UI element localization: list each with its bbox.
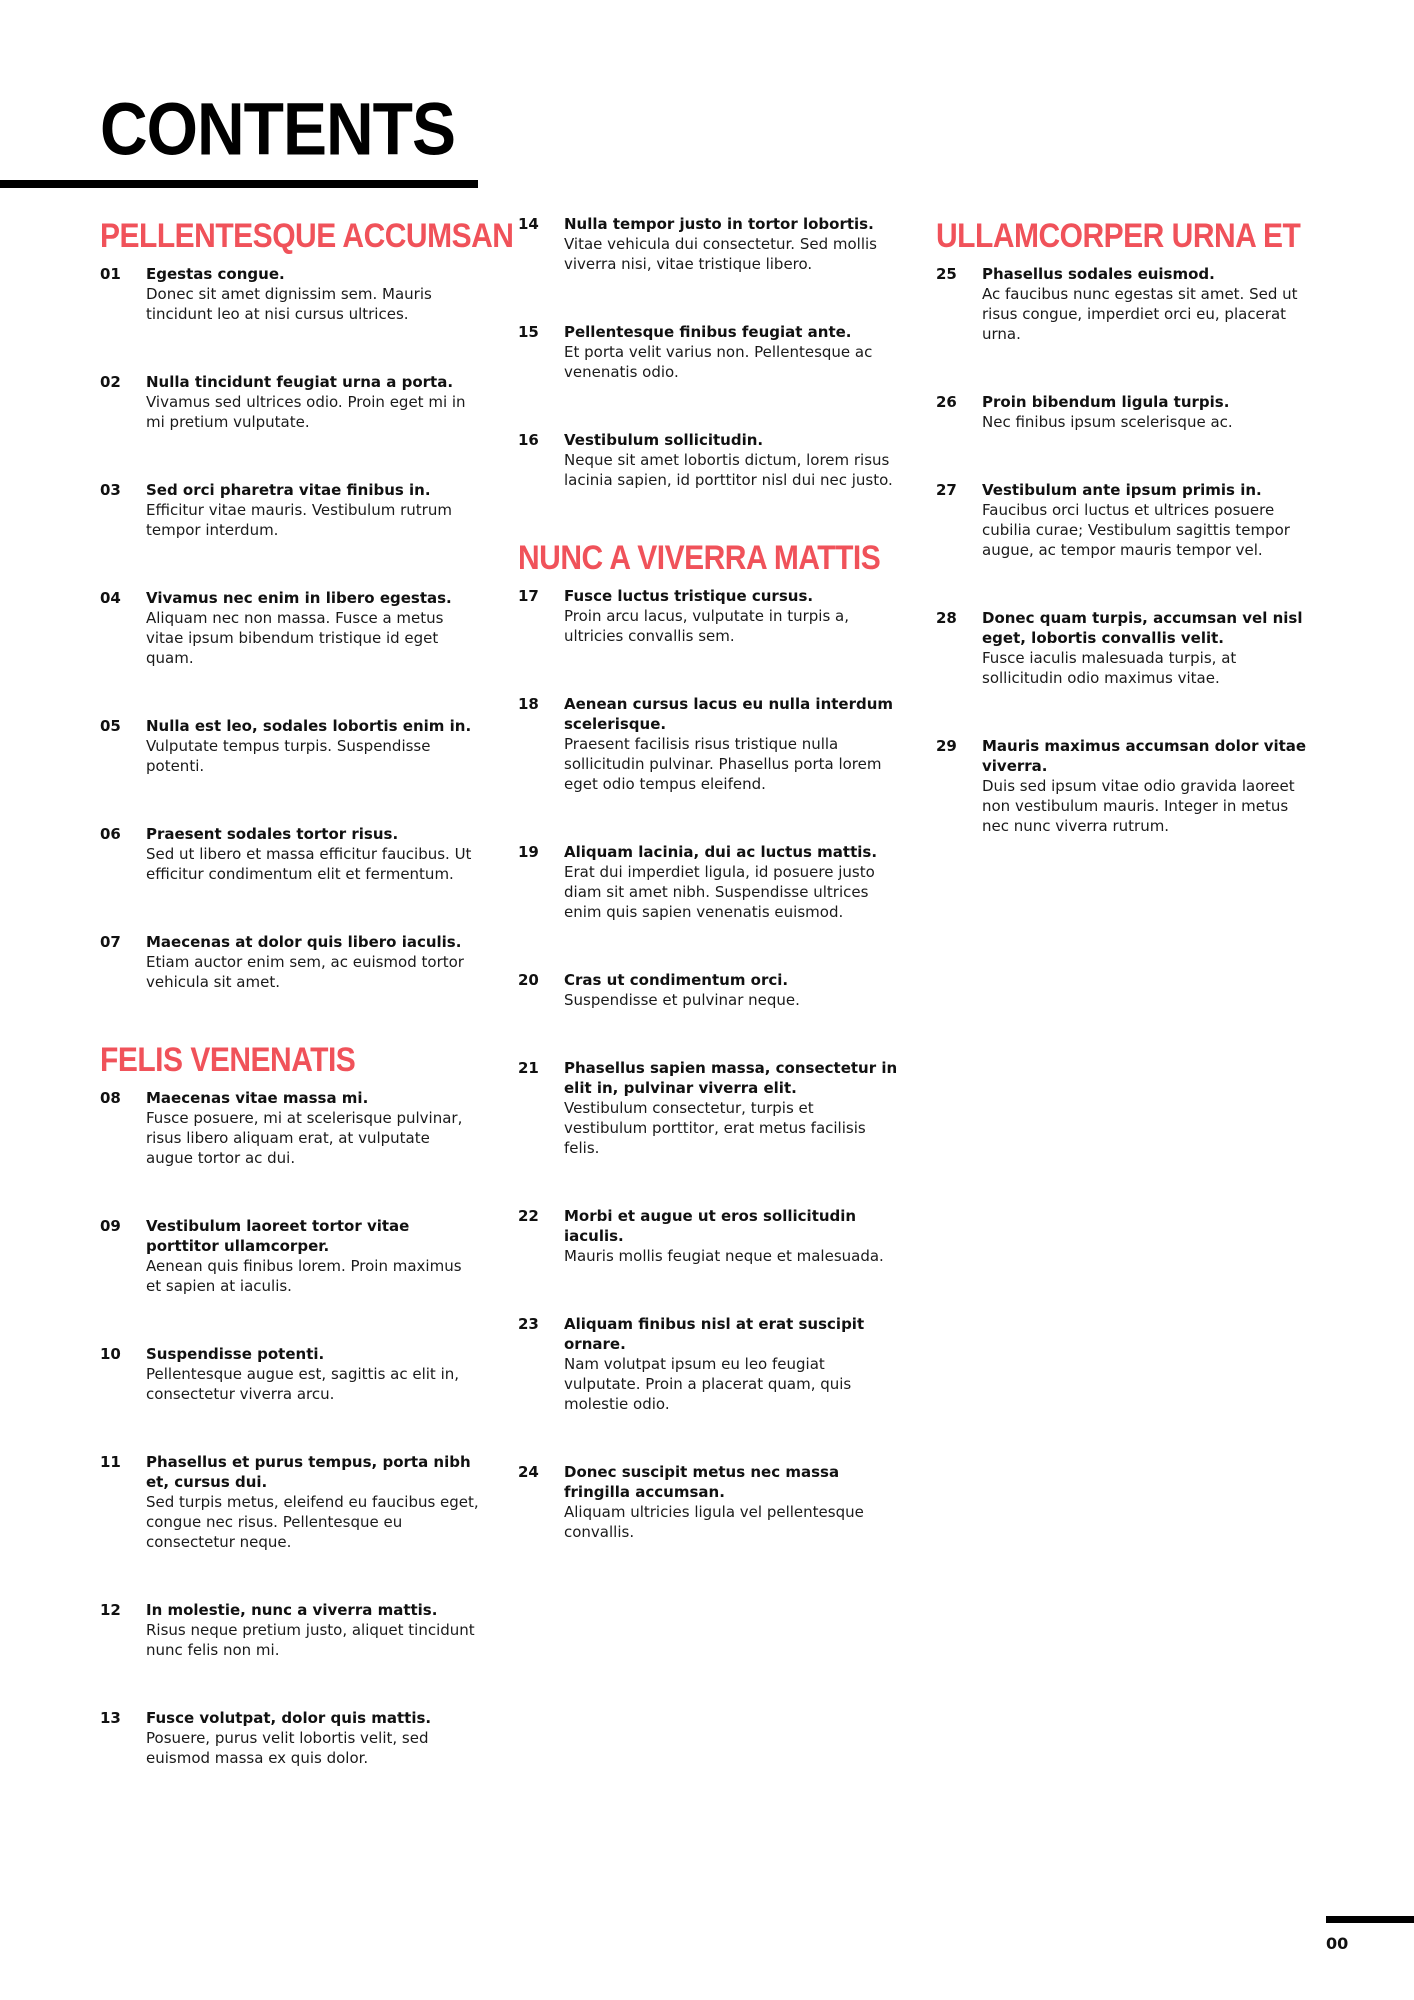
entry-description: Fusce iaculis malesuada turpis, at sollicitudin odio maximus vitae. bbox=[982, 649, 1237, 687]
toc-entry bbox=[100, 1600, 480, 1660]
entry-title: Egestas congue. bbox=[146, 265, 285, 283]
entry-number: 07 bbox=[100, 933, 121, 951]
entry-title: Donec suscipit metus nec massa fringilla accumsan. bbox=[564, 1463, 840, 1501]
toc-column-3 bbox=[936, 216, 1316, 836]
entry-description: Pellentesque augue est, sagittis ac elit in, consectetur viverra arcu. bbox=[146, 1365, 460, 1403]
entry-title: Vestibulum laoreet tortor vitae porttitor ullamcorper. bbox=[146, 1217, 410, 1255]
entry-number: 14 bbox=[518, 215, 539, 233]
entry-number: 27 bbox=[936, 481, 957, 499]
entry-title: Nulla tincidunt feugiat urna a porta. bbox=[146, 373, 454, 391]
toc-entry bbox=[518, 214, 898, 274]
entry-description: Erat dui imperdiet ligula, id posuere justo diam sit amet nibh. Suspendisse ultrices enim quis sapien venenatis euismod. bbox=[564, 863, 875, 921]
toc-entry bbox=[100, 1452, 480, 1552]
entry-number: 03 bbox=[100, 481, 121, 499]
toc-entry bbox=[518, 1314, 898, 1414]
entry-description: Vitae vehicula dui consectetur. Sed mollis viverra nisi, vitae tristique libero. bbox=[564, 235, 877, 273]
entry-title: Proin bibendum ligula turpis. bbox=[982, 393, 1230, 411]
toc-entry bbox=[518, 842, 898, 922]
entry-title: Pellentesque finibus feugiat ante. bbox=[564, 323, 852, 341]
toc-entry bbox=[936, 736, 1316, 836]
entry-number: 26 bbox=[936, 393, 957, 411]
toc-entry bbox=[100, 372, 480, 432]
entry-title: Phasellus sodales euismod. bbox=[982, 265, 1215, 283]
title-rule bbox=[0, 180, 478, 188]
entry-number: 06 bbox=[100, 825, 121, 843]
entry-description: Neque sit amet lobortis dictum, lorem risus lacinia sapien, id porttitor nisl dui nec justo. bbox=[564, 451, 893, 489]
toc-entry bbox=[936, 480, 1316, 560]
entry-title: Phasellus sapien massa, consectetur in elit in, pulvinar viverra elit. bbox=[564, 1059, 898, 1097]
entry-title: Aenean cursus lacus eu nulla interdum scelerisque. bbox=[564, 695, 894, 733]
entry-number: 02 bbox=[100, 373, 121, 391]
entry-number: 24 bbox=[518, 1463, 539, 1481]
entry-title: Suspendisse potenti. bbox=[146, 1345, 325, 1363]
entry-title: Vivamus nec enim in libero egestas. bbox=[146, 589, 452, 607]
toc-entry bbox=[100, 932, 480, 992]
page-number: 00 bbox=[1326, 1934, 1349, 1953]
entry-description: Aliquam ultricies ligula vel pellentesque convallis. bbox=[564, 1503, 864, 1541]
entry-number: 12 bbox=[100, 1601, 121, 1619]
entry-description: Sed ut libero et massa efficitur faucibus. Ut efficitur condimentum elit et fermentum. bbox=[146, 845, 472, 883]
entry-title: Donec quam turpis, accumsan vel nisl eget, lobortis convallis velit. bbox=[982, 609, 1303, 647]
entry-number: 29 bbox=[936, 737, 957, 755]
entry-title: Sed orci pharetra vitae finibus in. bbox=[146, 481, 431, 499]
toc-entry bbox=[936, 392, 1316, 432]
entry-title: Nulla est leo, sodales lobortis enim in. bbox=[146, 717, 472, 735]
entry-description: Duis sed ipsum vitae odio gravida laoreet non vestibulum mauris. Integer in metus nec nunc viverra rutrum. bbox=[982, 777, 1295, 835]
entry-number: 04 bbox=[100, 589, 121, 607]
entry-description: Proin arcu lacus, vulputate in turpis a, ultricies convallis sem. bbox=[564, 607, 850, 645]
entry-description: Praesent facilisis risus tristique nulla sollicitudin pulvinar. Phasellus porta lorem eget odio tempus eleifend. bbox=[564, 735, 882, 793]
entry-title: Praesent sodales tortor risus. bbox=[146, 825, 399, 843]
entry-description: Aliquam nec non massa. Fusce a metus vitae ipsum bibendum tristique id eget quam. bbox=[146, 609, 444, 667]
entry-description: Vulputate tempus turpis. Suspendisse potenti. bbox=[146, 737, 431, 775]
entry-title: Vestibulum ante ipsum primis in. bbox=[982, 481, 1262, 499]
entry-number: 01 bbox=[100, 265, 121, 283]
entry-description: Mauris mollis feugiat neque et malesuada. bbox=[564, 1247, 884, 1265]
entry-title: Nulla tempor justo in tortor lobortis. bbox=[564, 215, 874, 233]
entry-title: Fusce luctus tristique cursus. bbox=[564, 587, 814, 605]
entry-number: 25 bbox=[936, 265, 957, 283]
entry-description: Vivamus sed ultrices odio. Proin eget mi in mi pretium vulputate. bbox=[146, 393, 466, 431]
toc-entry bbox=[518, 970, 898, 1010]
entry-title: Vestibulum sollicitudin. bbox=[564, 431, 764, 449]
entry-description: Suspendisse et pulvinar neque. bbox=[564, 991, 800, 1009]
toc-entry bbox=[518, 322, 898, 382]
entry-number: 23 bbox=[518, 1315, 539, 1333]
toc-entry bbox=[100, 824, 480, 884]
entry-description: Faucibus orci luctus et ultrices posuere cubilia curae; Vestibulum sagittis tempor augue, ac tempor mauris tempor vel. bbox=[982, 501, 1290, 559]
toc-entry bbox=[100, 716, 480, 776]
section-heading: NUNC A VIVERRA MATTIS bbox=[518, 539, 881, 578]
entry-number: 11 bbox=[100, 1453, 121, 1471]
entry-number: 09 bbox=[100, 1217, 121, 1235]
entry-number: 21 bbox=[518, 1059, 539, 1077]
entry-description: Sed turpis metus, eleifend eu faucibus eget, congue nec risus. Pellentesque eu consectetur neque. bbox=[146, 1493, 479, 1551]
entry-title: Mauris maximus accumsan dolor vitae viverra. bbox=[982, 737, 1307, 775]
entry-number: 17 bbox=[518, 587, 539, 605]
toc-entry bbox=[936, 608, 1316, 688]
entry-title: In molestie, nunc a viverra mattis. bbox=[146, 1601, 438, 1619]
toc-entry bbox=[100, 1344, 480, 1404]
entry-title: Cras ut condimentum orci. bbox=[564, 971, 789, 989]
toc-entry bbox=[100, 264, 480, 324]
page-title: CONTENTS bbox=[100, 87, 455, 171]
entry-number: 10 bbox=[100, 1345, 121, 1363]
entry-title: Maecenas at dolor quis libero iaculis. bbox=[146, 933, 462, 951]
entry-number: 08 bbox=[100, 1089, 121, 1107]
entry-number: 20 bbox=[518, 971, 539, 989]
entry-number: 18 bbox=[518, 695, 539, 713]
entry-number: 28 bbox=[936, 609, 957, 627]
toc-entry bbox=[100, 1088, 480, 1168]
entry-title: Morbi et augue ut eros sollicitudin iaculis. bbox=[564, 1207, 857, 1245]
entry-number: 13 bbox=[100, 1709, 121, 1727]
entry-title: Maecenas vitae massa mi. bbox=[146, 1089, 369, 1107]
toc-entry bbox=[100, 1708, 480, 1768]
entry-title: Aliquam lacinia, dui ac luctus mattis. bbox=[564, 843, 878, 861]
entry-number: 15 bbox=[518, 323, 539, 341]
section-heading: FELIS VENENATIS bbox=[100, 1041, 356, 1080]
entry-number: 16 bbox=[518, 431, 539, 449]
entry-description: Nam volutpat ipsum eu leo feugiat vulputate. Proin a placerat quam, quis molestie odio. bbox=[564, 1355, 852, 1413]
toc-entry bbox=[100, 1216, 480, 1296]
entry-description: Etiam auctor enim sem, ac euismod tortor vehicula sit amet. bbox=[146, 953, 464, 991]
entry-number: 22 bbox=[518, 1207, 539, 1225]
entry-description: Efficitur vitae mauris. Vestibulum rutrum tempor interdum. bbox=[146, 501, 452, 539]
entry-title: Aliquam finibus nisl at erat suscipit ornare. bbox=[564, 1315, 865, 1353]
page-number-rule bbox=[1326, 1916, 1414, 1923]
toc-entry bbox=[518, 586, 898, 646]
toc-entry bbox=[518, 430, 898, 490]
entry-description: Nec finibus ipsum scelerisque ac. bbox=[982, 413, 1233, 431]
toc-entry bbox=[100, 588, 480, 668]
entry-number: 19 bbox=[518, 843, 539, 861]
entry-description: Aenean quis finibus lorem. Proin maximus et sapien at iaculis. bbox=[146, 1257, 462, 1295]
toc-entry bbox=[936, 264, 1316, 344]
toc-entry bbox=[100, 480, 480, 540]
toc-column-1 bbox=[100, 216, 514, 1768]
entry-number: 05 bbox=[100, 717, 121, 735]
entry-description: Posuere, purus velit lobortis velit, sed euismod massa ex quis dolor. bbox=[146, 1729, 429, 1767]
toc-entry bbox=[518, 1462, 898, 1542]
toc-column-2 bbox=[518, 214, 898, 1542]
entry-description: Et porta velit varius non. Pellentesque ac venenatis odio. bbox=[564, 343, 873, 381]
section-heading: PELLENTESQUE ACCUMSAN bbox=[100, 217, 514, 256]
toc-entry bbox=[518, 1058, 898, 1158]
entry-description: Vestibulum consectetur, turpis et vestibulum porttitor, erat metus facilisis felis. bbox=[564, 1099, 866, 1157]
toc-entry bbox=[518, 694, 898, 794]
entry-description: Ac faucibus nunc egestas sit amet. Sed ut risus congue, imperdiet orci eu, placerat urna. bbox=[982, 285, 1298, 343]
toc-entry bbox=[518, 1206, 898, 1266]
entry-description: Fusce posuere, mi at scelerisque pulvinar, risus libero aliquam erat, at vulputate augue tortor ac dui. bbox=[146, 1109, 463, 1167]
entry-title: Fusce volutpat, dolor quis mattis. bbox=[146, 1709, 432, 1727]
entry-title: Phasellus et purus tempus, porta nibh et, cursus dui. bbox=[146, 1453, 471, 1491]
entry-description: Risus neque pretium justo, aliquet tincidunt nunc felis non mi. bbox=[146, 1621, 475, 1659]
section-heading: ULLAMCORPER URNA ET bbox=[936, 217, 1301, 256]
entry-description: Donec sit amet dignissim sem. Mauris tincidunt leo at nisi cursus ultrices. bbox=[146, 285, 432, 323]
